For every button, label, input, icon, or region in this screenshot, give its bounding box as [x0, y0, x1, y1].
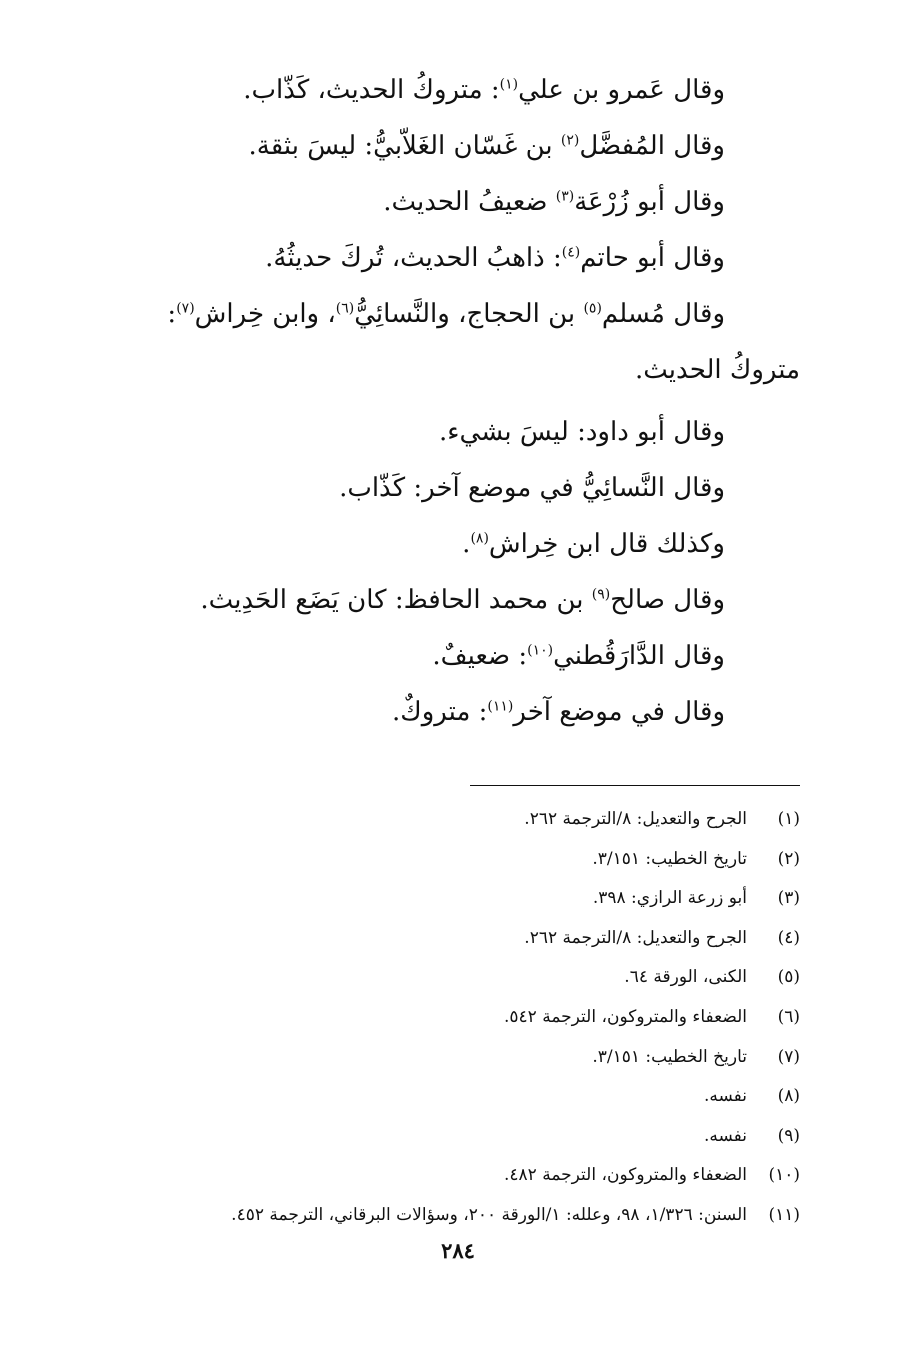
text-line: وقال المُفضَّل$^{(٢)}$ بن غَسّان الغَلاّبيُّ: ليسَ بثقة.: [248, 131, 725, 161]
footnote-text: تاريخ الخطيب: ٣/١٥١.: [592, 1046, 747, 1067]
text-line: وقال النَّسائِيُّ في موضع آخر: كَذّاب.: [339, 473, 725, 503]
footnote-text: الضعفاء والمتروكون، الترجمة ٤٨٢.: [503, 1165, 747, 1186]
footnote-text: السنن: ١/٣٢٦، ٩٨، وعلله: ١/الورقة ٢٠٠، وسؤالات البرقاني، الترجمة ٤٥٢.: [231, 1204, 747, 1225]
footnote: [95, 998, 800, 1038]
footnote: [95, 800, 800, 840]
footnote-number: (١١): [768, 1204, 800, 1225]
footnote: [95, 1117, 800, 1157]
footnote-ref[interactable]: (٨): [470, 530, 489, 547]
footnote-text: الجرح والتعديل: ٨/الترجمة ٢٦٢.: [524, 927, 747, 948]
footnote: [95, 879, 800, 919]
footnote-separator: [470, 785, 800, 786]
footnote-text: الجرح والتعديل: ٨/الترجمة ٢٦٢.: [524, 809, 747, 829]
page-number: ٢٨٤: [441, 1238, 475, 1263]
footnote-ref[interactable]: (٤): [561, 244, 581, 261]
footnote-ref[interactable]: (٦): [335, 300, 355, 317]
footnote: [95, 1156, 800, 1196]
text-line: وقال صالح$^{(٩)}$ بن محمد الحافظ: كان يَضَع الحَدِيث.: [200, 585, 725, 615]
text-line: متروكُ الحديث.: [635, 355, 800, 385]
footnote-ref[interactable]: (٣): [555, 188, 575, 205]
footnote-text: أبو زرعة الرازي: ٣٩٨.: [592, 888, 747, 909]
footnote-text: الضعفاء والمتروكون، الترجمة ٥٤٢.: [503, 1006, 747, 1027]
footnote: [95, 1196, 800, 1236]
footnote-number: (٤): [777, 927, 800, 948]
footnote-ref[interactable]: (٧): [176, 300, 195, 317]
text-line: وقال مُسلم$^{(٥)}$ بن الحجاج، والنَّسائِيُّ$^{(٦)}$، وابن خِراش$^{(٧)}$:: [167, 299, 725, 329]
footnote-text: نفسه.: [703, 1125, 747, 1146]
main-text: [95, 62, 800, 740]
footnote-number: (٥): [777, 967, 800, 988]
footnote-number: (٦): [777, 1006, 800, 1027]
footnote-text: تاريخ الخطيب: ٣/١٥١.: [592, 848, 747, 869]
footnote: [95, 1077, 800, 1117]
text-line: وقال أبو زُرْعَة$^{(٣)}$ ضعيفُ الحديث.: [383, 187, 725, 217]
text-line: وقال عَمرو بن علي$^{(١)}$: متروكُ الحديث، كَذّاب.: [243, 75, 725, 105]
footnote-ref[interactable]: (١٠): [527, 642, 554, 659]
text-line: وقال الدَّارَقُطني$^{(١٠)}$: ضعيفٌ.: [432, 641, 725, 671]
footnote: [95, 1038, 800, 1078]
footnote-ref[interactable]: (٩): [591, 586, 611, 603]
footnote: [95, 840, 800, 880]
footnote-ref[interactable]: (٥): [583, 300, 602, 317]
text-line: وقال أبو داود: ليسَ بشيء.: [439, 417, 725, 447]
text-line: وقال أبو حاتم$^{(٤)}$: ذاهبُ الحديث، تُركَ حديثُهُ.: [265, 243, 725, 273]
footnote-number: (٨): [777, 1086, 800, 1107]
footnotes: [95, 800, 800, 1236]
footnote-ref[interactable]: (١): [499, 76, 519, 93]
footnote-number: (٢): [777, 848, 800, 869]
footnote-text: الكنى، الورقة ٦٤.: [624, 967, 747, 988]
text-line: وقال في موضع آخر$^{(١١)}$: متروكٌ.: [392, 697, 725, 727]
footnote: [95, 958, 800, 998]
footnote-number: (٣): [777, 888, 800, 909]
footnote-ref[interactable]: (٢): [560, 132, 580, 149]
footnote-number: (١): [777, 809, 800, 829]
footnote: [95, 919, 800, 959]
footnote-text: نفسه.: [703, 1086, 747, 1107]
footnote-number: (٩): [777, 1125, 800, 1146]
footnote-ref[interactable]: (١١): [487, 698, 514, 715]
footnote-number: (٧): [777, 1046, 800, 1067]
footnote-number: (١٠): [768, 1165, 800, 1186]
text-line: وكذلك قال ابن خِراش$^{(٨)}$.: [462, 529, 725, 559]
